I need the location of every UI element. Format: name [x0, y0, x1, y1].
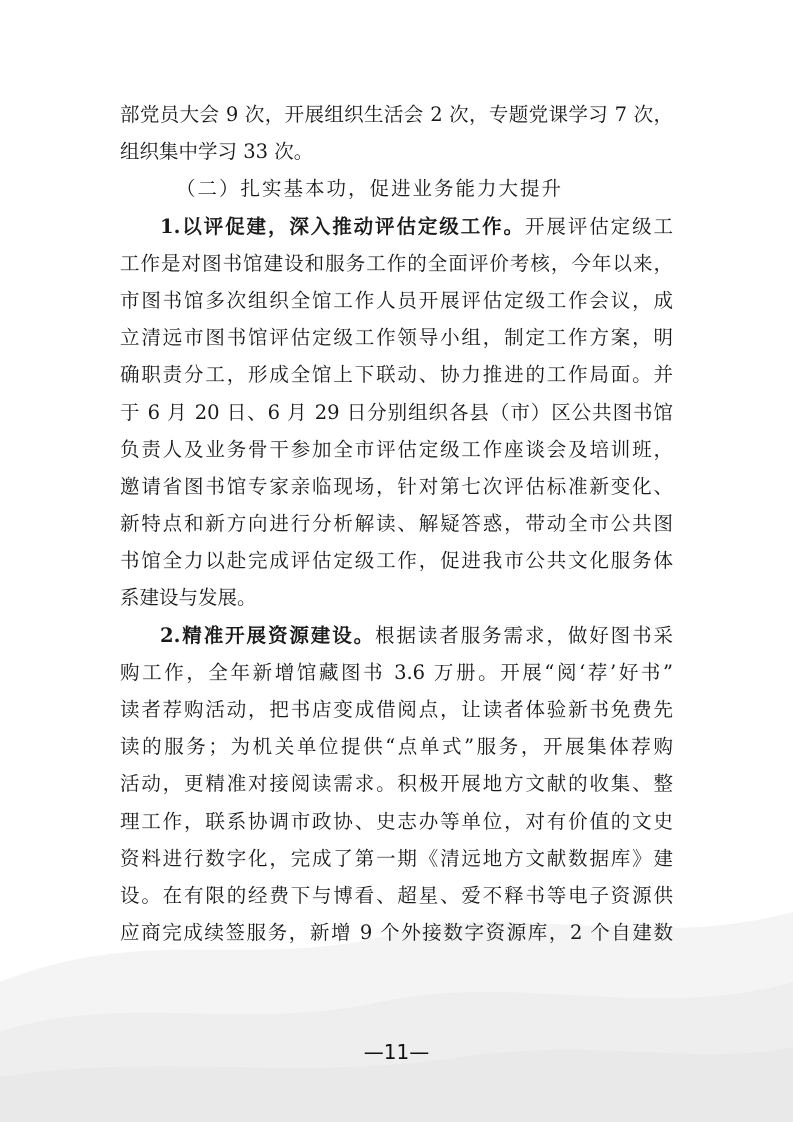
item-2-text: 根据读者服务需求，做好图书采 — [375, 623, 673, 647]
text-line: 活动，更精准对接阅读需求。积极开展地方文献的收集、整 — [120, 772, 673, 796]
text-line: 购工作，全年新增馆藏图书 3.6 万册。开展“阅‘荐’好书” — [120, 660, 673, 684]
text-line: 读者荐购活动，把书店变成借阅点，让读者体验新书免费先 — [120, 698, 673, 721]
text-line: 市图书馆多次组织全馆工作人员开展评估定级工作会议，成 — [120, 288, 673, 312]
text-line: 于 6 月 20 日、6 月 29 日分别组织各县（市）区公共图书馆 — [120, 400, 673, 424]
item-2-first-line — [120, 617, 673, 654]
text-line: 确职责分工，形成全馆上下联动、协力推进的工作局面。并 — [120, 363, 673, 387]
section-heading: （二）扎实基本功，促进业务能力大提升 — [176, 177, 564, 201]
text-line: 新特点和新方向进行分析解读、解疑答惑，带动全市公共图 — [120, 512, 673, 536]
page-number: —11— — [363, 1040, 430, 1064]
text-line: 立清远市图书馆评估定级工作领导小组，制定工作方案，明 — [120, 326, 673, 350]
text-line: 理工作，联系协调市政协、史志办等单位，对有价值的文史 — [120, 809, 673, 833]
text-line: 工作是对图书馆建设和服务工作的全面评价考核，今年以来， — [120, 251, 673, 275]
text-line: 读的服务；为机关单位提供“点单式”服务，开展集体荐购 — [120, 735, 673, 759]
item-1-title: 1.以评促建，深入推动评估定级工作。 — [160, 214, 525, 238]
item-2-title: 2.精准开展资源建设。 — [160, 623, 376, 647]
item-1-first-line — [120, 208, 673, 245]
text-line: 负责人及业务骨干参加全市评估定级工作座谈会及培训班， — [120, 437, 673, 461]
text-line: 资料进行数字化，完成了第一期《清远地方文献数据库》建 — [120, 846, 673, 870]
text-line: 书馆全力以赴完成评估定级工作，促进我市公共文化服务体 — [120, 549, 673, 573]
text-line: 邀请省图书馆专家亲临现场，针对第七次评估标准新变化、 — [120, 474, 673, 498]
text-line: 组织集中学习 33 次。 — [120, 140, 314, 164]
body-text — [120, 96, 673, 951]
text-line: 设。在有限的经费下与博看、超星、爱不释书等电子资源供 — [120, 883, 673, 907]
item-1-text: 开展评估定级工 — [524, 214, 673, 238]
text-line: 部党员大会 9 次，开展组织生活会 2 次，专题党课学习 7 次， — [120, 103, 673, 126]
text-line: 系建设与发展。 — [120, 586, 257, 610]
text-line: 应商完成续签服务，新增 9 个外接数字资源库，2 个自建数 — [120, 921, 673, 945]
